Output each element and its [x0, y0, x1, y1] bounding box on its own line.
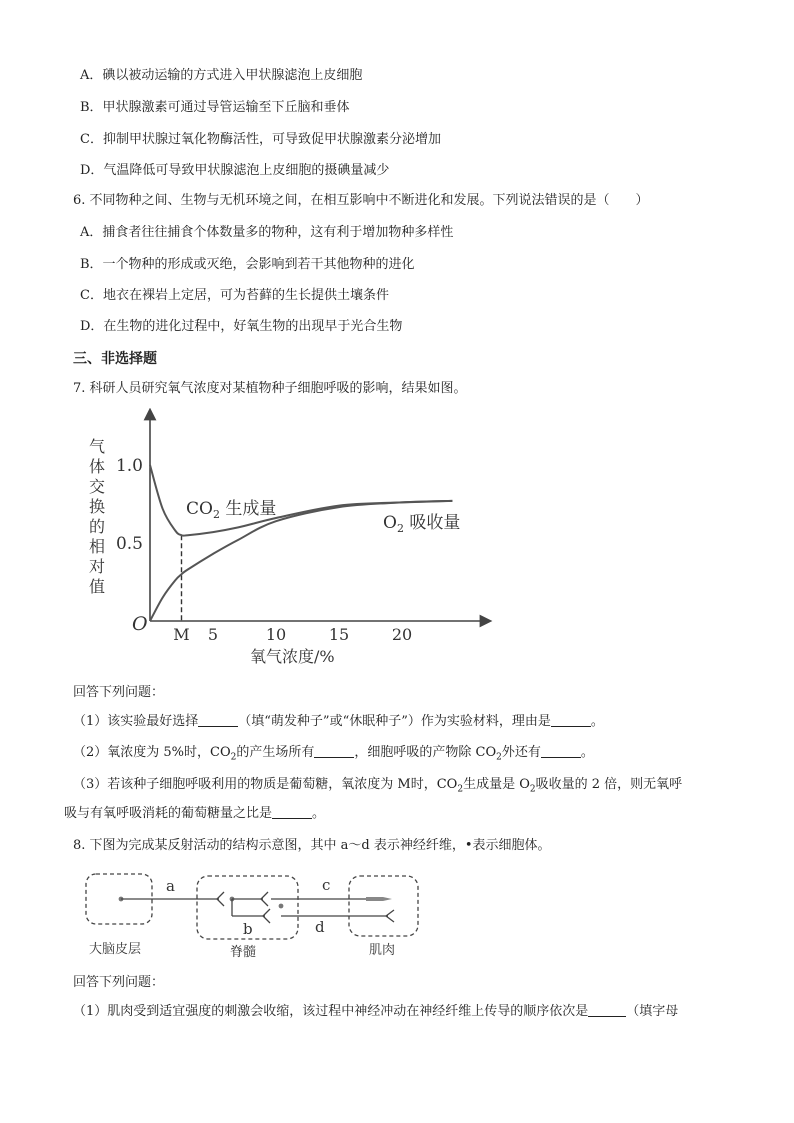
respiration-chart [0, 408, 794, 678]
y-axis-label-char: 交 [88, 477, 106, 496]
q7-sub2: （2）氧浓度为 5%时，$CO_2$的产生场所有 ，细胞呼吸的产物除 $CO_2$外还有 。 [73, 745, 594, 763]
y-axis-label [89, 437, 105, 596]
label-b: b [243, 920, 253, 938]
box-label-spinal: 脊髓 [230, 945, 257, 960]
co2-series-label: $CO_2$ 生成量 [186, 499, 277, 521]
y-axis-label-char: 对 [88, 557, 106, 576]
muscle-box [349, 876, 418, 936]
x-tick-label: 15 [328, 625, 350, 644]
q5-option-a: A．碘以被动运输的方式进入甲状腺滤泡上皮细胞 [80, 68, 363, 83]
answer-blank[interactable] [551, 714, 591, 727]
q6-option-c: C．地衣在裸岩上定居，可为苔藓的生长提供土壤条件 [80, 288, 389, 303]
box-label-muscle: 肌肉 [369, 943, 396, 958]
q7-sub1: （1）该实验最好选择 （填“萌发种子”或“休眠种子”）作为实验材料，理由是 。 [73, 714, 604, 729]
origin-label: O [132, 613, 148, 635]
q6-option-b: B．一个物种的形成或灭绝，会影响到若干其他物种的进化 [80, 257, 415, 272]
q5-option-c: C．抑制甲状腺过氧化物酶活性，可导致促甲状腺激素分泌增加 [80, 132, 441, 147]
q7-sub3-line2: 吸与有氧呼吸消耗的葡萄糖量之比是 。 [64, 806, 326, 821]
q8-stem: 8. 下图为完成某反射活动的结构示意图，其中 a～d 表示神经纤维，•表示细胞体。 [73, 838, 551, 853]
answer-blank[interactable] [588, 1004, 626, 1017]
y-tick-label: 1.0 [115, 456, 143, 476]
x-tick-label: 5 [207, 625, 219, 644]
q5-option-b: B．甲状腺激素可通过导管运输至下丘脑和垂体 [80, 100, 350, 115]
answer-blank[interactable] [198, 714, 238, 727]
section-title: 三、非选择题 [73, 351, 157, 367]
x-tick-label: 20 [391, 625, 413, 644]
x-axis-label: 氧气浓度/% [250, 647, 335, 666]
q6-option-d: D．在生物的进化过程中，好氧生物的出现早于光合生物 [80, 319, 403, 334]
y-axis-label-char: 气 [88, 437, 106, 456]
q7-answer-prompt: 回答下列问题： [73, 685, 165, 700]
y-axis-label-char: 值 [88, 577, 106, 596]
y-axis-label-char: 体 [88, 457, 106, 476]
q5-option-d: D．气温降低可导致甲状腺滤泡上皮细胞的摄碘量减少 [80, 163, 390, 178]
cell-body [279, 904, 284, 909]
answer-blank[interactable] [314, 745, 354, 758]
reflex-arc-diagram [0, 868, 794, 963]
q7-sub3: （3）若该种子细胞呼吸利用的物质是葡萄糖，氧浓度为 M时，$CO_2$生成量是 $O_2$吸收量的 2 倍，则无氧呼 [73, 777, 683, 795]
answer-blank[interactable] [541, 745, 581, 758]
q6-stem: 6. 不同物种之间、生物与无机环境之间，在相互影响中不断进化和发展。下列说法错误的是（ ） [73, 193, 649, 208]
q6-option-a: A．捕食者往往捕食个体数量多的物种，这有利于增加物种多样性 [80, 225, 454, 240]
y-axis-label-char: 的 [88, 517, 106, 536]
box-label-cortex: 大脑皮层 [89, 942, 142, 957]
o2-series-label: $O_2$ 吸收量 [383, 513, 461, 535]
q7-stem: 7. 科研人员研究氧气浓度对某植物种子细胞呼吸的影响，结果如图。 [73, 381, 467, 396]
label-c: c [322, 876, 331, 894]
y-tick-label: 0.5 [115, 534, 143, 554]
x-tick-label: M [173, 625, 190, 644]
label-d: d [315, 918, 325, 936]
answer-blank[interactable] [272, 806, 312, 819]
label-a: a [166, 877, 175, 895]
y-axis-label-char: 换 [88, 497, 106, 516]
x-tick-label: 10 [265, 625, 287, 644]
q8-answer-prompt: 回答下列问题： [73, 975, 165, 990]
q8-sub1: （1）肌肉受到适宜强度的刺激会收缩，该过程中神经冲动在神经纤维上传导的顺序依次是 （填字母 [73, 1004, 679, 1019]
y-axis-label-char: 相 [88, 537, 106, 556]
